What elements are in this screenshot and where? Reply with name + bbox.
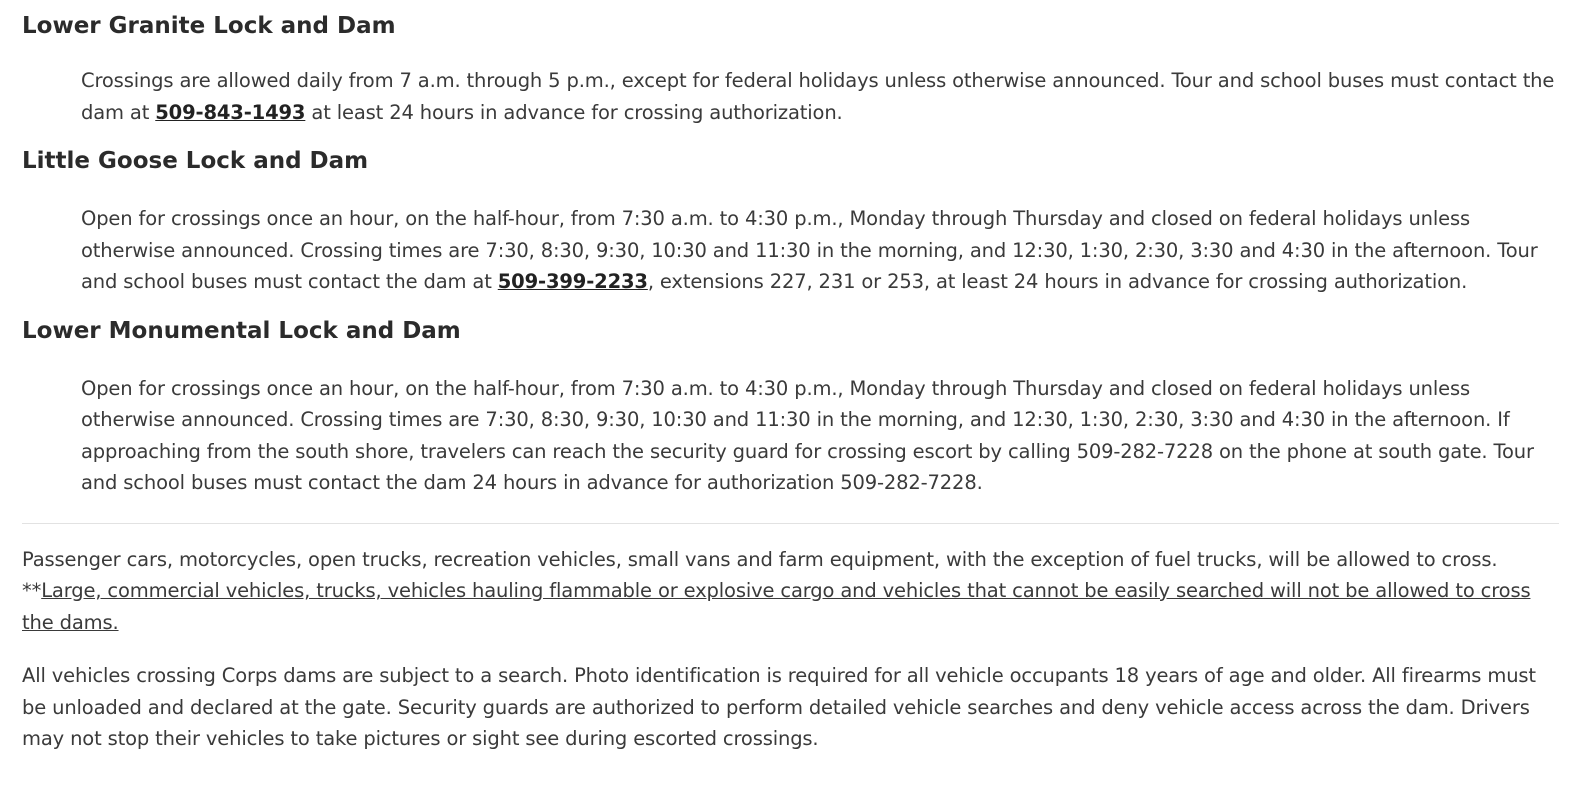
section-title: Little Goose Lock and Dam — [22, 148, 369, 174]
restricted-vehicles-text: Large, commercial vehicles, trucks, vehicles hauling flammable or explosive cargo and vehicles that cannot be easily searched will not be allowed to cross the dams. — [22, 579, 1531, 634]
allowed-vehicles-text: Passenger cars, motorcycles, open trucks, recreation vehicles, small vans and farm equipment, with the exception of fuel trucks, will be allowed to cross. — [22, 547, 1498, 571]
search-notice: All vehicles crossing Corps dams are subject to a search. Photo identification is required for all vehicle occupants 18 years of age and older. All firearms must be unloaded and declared at the gate. Security guards are authorized to perform detailed vehicle searches and deny vehicle access across the dam. Drivers may not stop their vehicles to take pictures or sight see during escorted crossings. — [22, 664, 1536, 750]
vehicle-policy — [22, 544, 1559, 639]
phone-link-little-goose[interactable]: 509-399-2233 — [497, 270, 648, 293]
divider — [22, 523, 1559, 524]
description-text: Open for crossings once an hour, on the half-hour, from 7:30 a.m. to 4:30 p.m., Monday through Thursday and closed on federal holidays unless otherwise announced. Crossing times are 7:30, 8:30, 9:30, 10:30 and 11:30 in the morning, and 12:30, 1:30, 2:30, 3:30 and 4:30 in the afternoon. Tour and school buses must contact the dam at — [81, 207, 1538, 293]
restricted-prefix: ** — [22, 579, 42, 602]
section-lower-granite — [22, 0, 1559, 128]
section-little-goose — [22, 146, 1559, 298]
section-title: Lower Granite Lock and Dam — [22, 13, 396, 39]
description-text: , extensions 227, 231 or 253, at least 24 hours in advance for crossing authorization. — [647, 270, 1468, 293]
description-text: at least 24 hours in advance for crossing authorization. — [305, 100, 843, 124]
section-title: Lower Monumental Lock and Dam — [22, 317, 461, 344]
phone-link-lower-granite[interactable]: 509-843-1493 — [155, 100, 306, 124]
section-description: Open for crossings once an hour, on the half-hour, from 7:30 a.m. to 4:30 p.m., Monday through Thursday and closed on federal holidays unless otherwise announced. Crossing times are 7:30, 8:30, 9:30, 10:30 and 11:30 in the morning, and 12:30, 1:30, 2:30, 3:30 and 4:30 in the afternoon. If approaching from the south shore, travelers can reach the security guard for crossing escort by calling 509-282-7228 on the phone at south gate. Tour and school buses must contact the dam 24 hours in advance for authorization 509-282-7228. — [81, 376, 1534, 494]
section-description — [81, 65, 1559, 128]
description-text: Crossings are allowed daily from 7 a.m. through 5 p.m., except for federal holidays unless otherwise announced. Tour and school buses must contact the dam at — [81, 69, 1555, 124]
section-description — [81, 203, 1559, 298]
section-lower-monumental — [22, 316, 1559, 499]
